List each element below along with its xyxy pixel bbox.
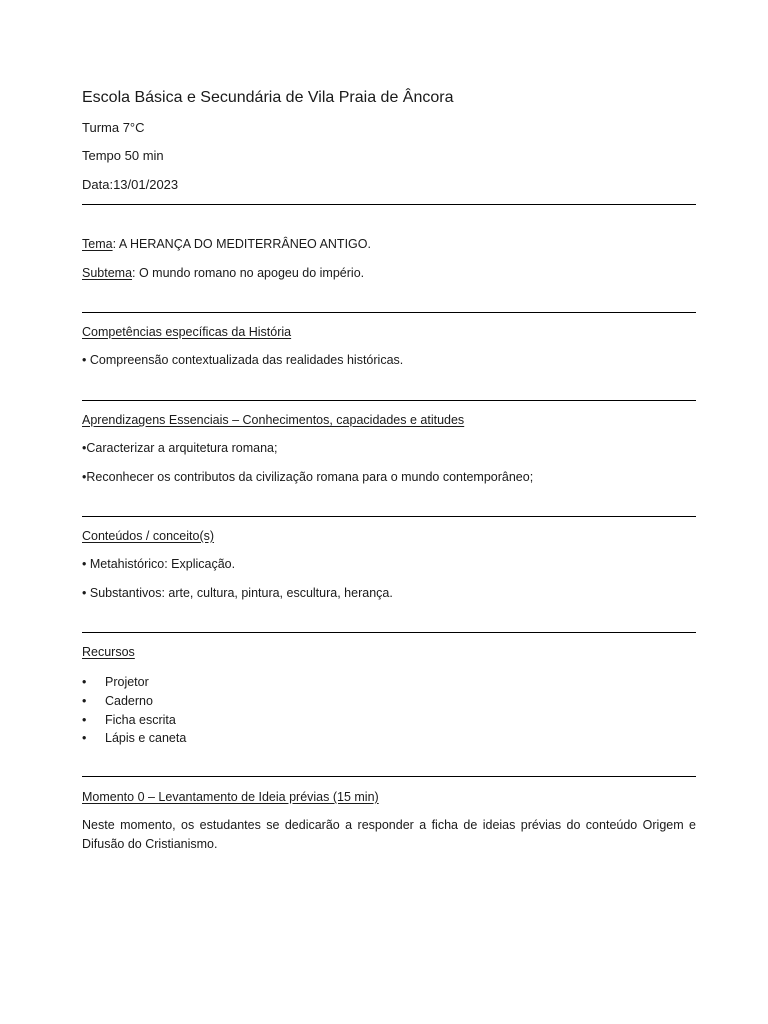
bullet-icon: •	[82, 731, 87, 746]
conteudos-heading: Conteúdos / conceito(s)	[82, 529, 215, 543]
list-item-text: Reconhecer os contributos da civilização romana para o mundo contemporâneo;	[86, 470, 534, 484]
list-item-text: Metahistórico: Explicação.	[89, 557, 236, 571]
list-item	[82, 557, 235, 571]
list-item	[82, 353, 403, 367]
bullet-icon: •	[82, 353, 87, 367]
divider	[82, 516, 696, 517]
bullet-icon: •	[82, 693, 87, 708]
lesson-plan-page	[82, 0, 696, 1024]
momento0-heading: Momento 0 – Levantamento de Ideia prévias (15 min)	[82, 790, 379, 804]
tema-value: : A HERANÇA DO MEDITERRÂNEO ANTIGO.	[112, 237, 371, 251]
divider	[82, 632, 696, 633]
date-label: Data:13/01/2023	[82, 177, 179, 192]
recursos-heading: Recursos	[82, 645, 135, 659]
divider	[82, 400, 696, 401]
bullet-icon: •	[82, 586, 87, 600]
aprendizagens-heading: Aprendizagens Essenciais – Conhecimentos, capacidades e atitudes	[82, 413, 465, 427]
list-item	[82, 586, 393, 600]
divider	[82, 204, 696, 205]
list-item-text: Substantivos: arte, cultura, pintura, escultura, herança.	[89, 586, 393, 600]
list-item-text: Compreensão contextualizada das realidades históricas.	[89, 353, 404, 367]
list-item-text: Projetor	[105, 675, 149, 689]
bullet-icon: •	[82, 712, 87, 727]
tema-line	[82, 237, 371, 251]
list-item-text: Lápis e caneta	[105, 731, 187, 746]
list-item-text: Caderno	[105, 693, 153, 708]
class-label: Turma 7°C	[82, 120, 145, 135]
bullet-icon: •	[82, 557, 87, 571]
subtema-line	[82, 266, 364, 280]
bullet-icon: •	[82, 675, 87, 689]
subtema-value: : O mundo romano no apogeu do império.	[132, 266, 365, 280]
subtema-label: Subtema	[82, 266, 133, 280]
divider	[82, 312, 696, 313]
list-item	[82, 470, 533, 484]
bullet-icon: •	[82, 441, 87, 455]
list-item-text: Caracterizar a arquitetura romana;	[86, 441, 278, 455]
competencias-heading: Competências específicas da História	[82, 325, 292, 339]
list-item-text: Ficha escrita	[105, 712, 176, 727]
duration-label: Tempo 50 min	[82, 148, 164, 163]
tema-label: Tema	[82, 237, 113, 251]
momento0-paragraph: Neste momento, os estudantes se dedicarão a responder a ficha de ideias prévias do conteúdo Origem e Difusão do Cristianismo.	[82, 818, 696, 851]
bullet-icon: •	[82, 470, 87, 484]
divider	[82, 776, 696, 777]
list-item	[82, 441, 277, 455]
school-title: Escola Básica e Secundária de Vila Praia de Âncora	[82, 89, 454, 106]
